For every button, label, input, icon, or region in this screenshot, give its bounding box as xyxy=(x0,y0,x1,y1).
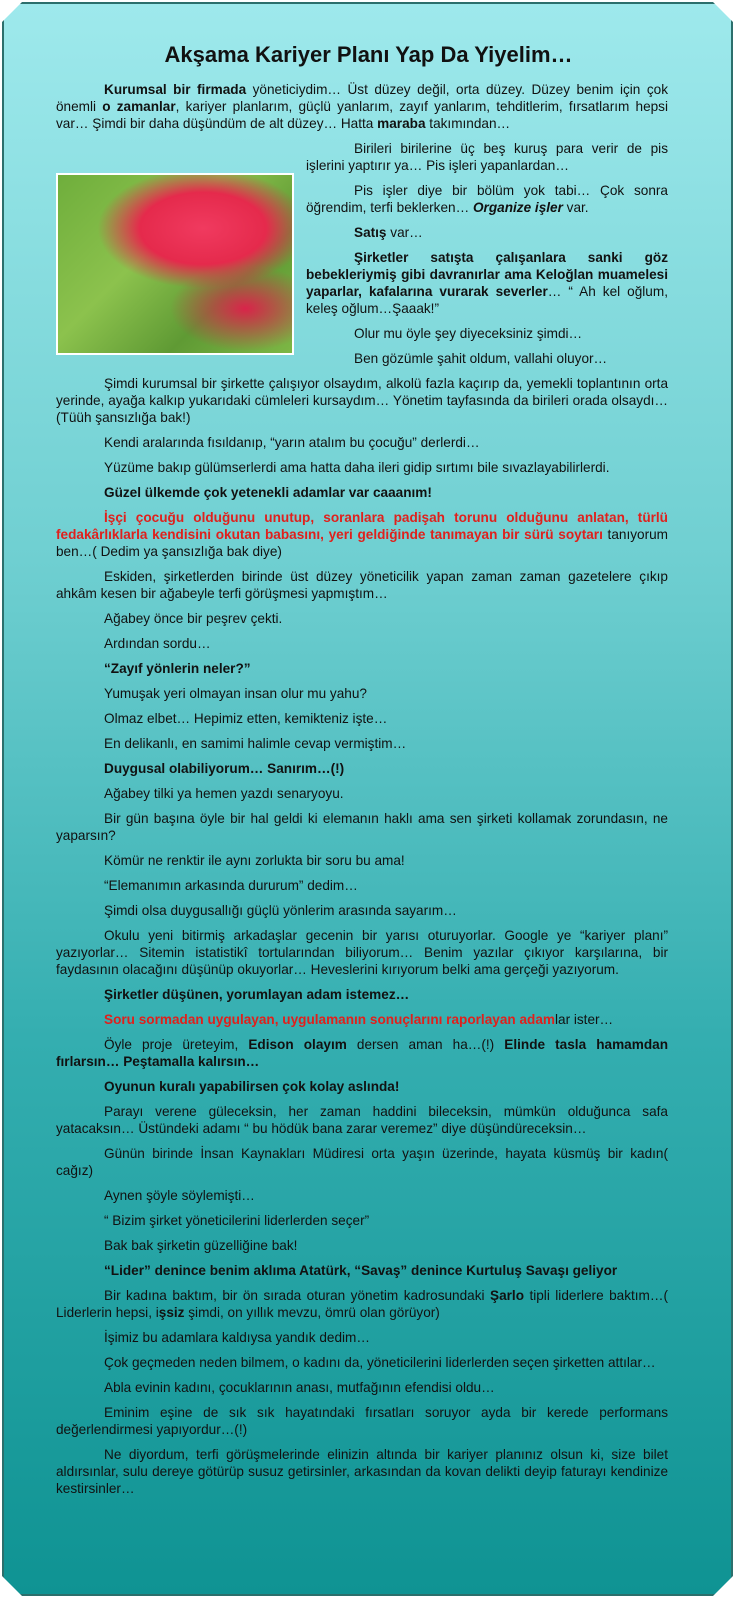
bold-text: Şarlo xyxy=(490,1288,524,1303)
text: , kariyer planlarım, güçlü yanlarım, zayıf yanlarım, tehditlerim, fırsatlarım hepsi var… Şimdi bir daha düşündüm de alt düzey… Hatta xyxy=(56,99,669,131)
text: var. xyxy=(562,200,589,215)
paragraph: Aynen şöyle söylemişti… xyxy=(104,1188,255,1203)
paragraph: Bir gün başına öyle bir hal geldi ki elemanın haklı ama sen şirketi kollamak zorundasın, ne yaparsın? xyxy=(56,811,668,843)
text: tipli liderlere baktım…( Liderlerin hepsi, i xyxy=(56,1288,668,1320)
text: var… xyxy=(386,225,423,240)
bold-italic-text: Organize işler xyxy=(472,200,563,215)
paragraph xyxy=(56,1011,668,1028)
paragraph: Yüzüme bakıp gülümserlerdi ama hatta daha ileri gidip sırtımı bile sıvazlayabilirlerdi. xyxy=(104,460,610,475)
text: takımından… xyxy=(425,116,511,131)
bold-text: Satış xyxy=(354,225,387,240)
paragraph-bold: Güzel ülkemde çok yetenekli adamlar var caaanım! xyxy=(104,485,432,500)
paragraph: Şimdi olsa duygusallığı güçlü yönlerim arasında sayarım… xyxy=(104,903,457,918)
red-highlight-text: İşçi çocuğu olduğunu unutup, soranlara padişah torunu olduğunu anlatan, türlü fedakârlıklarla kendisini okutan babasını, yeri geldiğinde tanımayan bir sürü soytarı xyxy=(56,510,668,542)
paragraph: Birileri birilerine üç beş kuruş para verir de pis işlerini yaptırır ya… Pis işleri yapanlardan… xyxy=(306,141,668,173)
article-title: Akşama Kariyer Planı Yap Da Yiyelim… xyxy=(164,42,573,67)
paragraph: Abla evinin kadını, çocuklarının anası, mutfağının efendisi oldu… xyxy=(104,1380,495,1395)
text: yöneticiydim… Üst düzey değil, orta düzey. Düzey benim için çok önemli xyxy=(56,82,668,114)
paragraph: Kendi aralarında fısıldanıp, “yarın atalım bu çocuğu” derlerdi… xyxy=(104,435,480,450)
paragraph: Çok geçmeden neden bilmem, o kadını da, yöneticilerini liderlerden seçen şirketten attılar… xyxy=(104,1355,656,1370)
paragraph: Okulu yeni bitirmiş arkadaşlar gecenin bir yarısı oturuyorlar. Google ye “kariyer planı” yazıyorlar… Sitemin istatistikî tortularından biliyorum… Benim yazılar çıkıyor karşılarına, bir faydasının olacağını düşünüp okuyorlar… Heveslerini kırıyorum belki ama gerçeği yazıyorum. xyxy=(56,928,668,977)
paragraph: Günün birinde İnsan Kaynakları Müdiresi orta yaşın üzerinde, hayata küsmüş bir kadın( cağız) xyxy=(56,1146,668,1178)
paragraph-bold: “Lider” denince benim aklıma Atatürk, “Savaş” denince Kurtuluş Savaşı geliyor xyxy=(104,1263,618,1278)
paragraph-bold: “Zayıf yönlerin neler?” xyxy=(104,661,251,676)
paragraph: Olur mu öyle şey diyeceksiniz şimdi… xyxy=(354,326,583,341)
paragraph-bold: Duygusal olabiliyorum… Sanırım…(!) xyxy=(104,761,345,776)
paragraph xyxy=(56,1287,668,1321)
paragraph: Ağabey önce bir peşrev çekti. xyxy=(104,611,283,626)
bold-text: Elinde tasla hamamdan fırlarsın… Peştamalla kalırsın… xyxy=(56,1037,668,1069)
text: Öyle proje üreteyim, xyxy=(104,1037,249,1052)
paragraph-bold: Oyunun kuralı yapabilirsen çok kolay aslında! xyxy=(104,1079,400,1094)
text: tanıyorum ben…( Dedim ya şansızlığa bak diye) xyxy=(56,527,668,559)
paragraph: Ardından sordu… xyxy=(104,636,211,651)
red-highlight-text: Soru sormadan uygulayan, uygulamanın sonuçlarını raporlayan adam xyxy=(104,1012,555,1027)
bold-text: Şirketler satışta çalışanlara sanki göz bebekleriymiş gibi davranırlar ama Keloğlan muamelesi yaparlar, kafalarına vurarak severler xyxy=(306,250,668,299)
paragraph: En delikanlı, en samimi halimle cevap vermiştim… xyxy=(104,736,407,751)
text: Bir kadına baktım, bir ön sırada oturan yönetim kadrosundaki xyxy=(104,1288,490,1303)
text: lar ister… xyxy=(554,1012,614,1027)
paragraph: “Elemanımın arkasında dururum” dedim… xyxy=(104,878,358,893)
paragraph: Yumuşak yeri olmayan insan olur mu yahu? xyxy=(104,686,367,701)
bold-text: şsiz xyxy=(158,1305,185,1320)
bold-text: Kurumsal bir firmada xyxy=(104,82,247,97)
bold-text: maraba xyxy=(377,116,426,131)
paragraph: “ Bizim şirket yöneticilerini liderlerden seçer” xyxy=(104,1213,370,1228)
article-body xyxy=(56,81,668,1505)
paragraph: Olmaz elbet… Hepimiz etten, kemikteniz işte… xyxy=(104,711,388,726)
text: … “ Ah kel oğlum, keleş oğlum…Şaaak!” xyxy=(306,284,668,316)
text: Pis işler diye bir bölüm yok tabi… Çok sonra öğrendim, terfi beklerken… xyxy=(306,183,668,215)
paragraph: Şimdi kurumsal bir şirkette çalışıyor olsaydım, alkolü fazla kaçırıp da, yemekli toplantının orta yerinde, ayağa kalkıp yukarıdaki cümleleri kursaydım… Yönetim tayfasında da birileri orada olsaydı… (Tüüh şansızlığa bak!) xyxy=(56,376,668,425)
paragraph: Kömür ne renktir ile aynı zorlukta bir soru bu ama! xyxy=(104,853,405,868)
paragraph: Eskiden, şirketlerden birinde üst düzey yöneticilik yapan zaman zaman gazetelere çıkıp ahkâm kesen bir ağabeyle terfi görüşmesi yapmıştım… xyxy=(56,569,668,601)
paragraph-bold: Şirketler düşünen, yorumlayan adam istemez… xyxy=(104,987,410,1002)
bold-text: Edison olayım xyxy=(248,1037,347,1052)
paragraph: Ben gözümle şahit oldum, vallahi oluyor… xyxy=(354,351,608,366)
paragraph: Bak bak şirketin güzelliğine bak! xyxy=(104,1238,298,1253)
paragraph-intro xyxy=(56,81,668,132)
text: şimdi, on yıllık mevzu, ömrü olan görüyor) xyxy=(184,1305,440,1320)
text: dersen aman ha…(!) xyxy=(346,1037,505,1052)
paragraph: Eminim eşine de sık sık hayatındaki fırsatları soruyor ayda bir kerede performans değerlendirmesi yapıyordur…(!) xyxy=(56,1405,668,1437)
paragraph xyxy=(56,509,668,560)
bold-text: o zamanlar xyxy=(102,99,176,114)
paragraph xyxy=(56,1036,668,1070)
paragraph: Parayı verene güleceksin, her zaman haddini bileceksin, mümkün olduğunca safa yatacaksın… Üstündeki adamı “ bu hödük bana zarar veremez” diye düşündüreceksin… xyxy=(56,1104,668,1136)
paragraph: İşimiz bu adamlara kaldıysa yandık dedim… xyxy=(104,1330,370,1345)
paragraph: Ne diyordum, terfi görüşmelerinde elinizin altında bir kariyer planınız olsun ki, size bilet aldırsınlar, sulu dereye götürüp susuz getirsinler, arkasından da kovan delikti deyip faturayı kendinize kestirsinler… xyxy=(56,1447,668,1496)
rose-photo xyxy=(56,173,294,355)
paragraph: Ağabey tilki ya hemen yazdı senaryoyu. xyxy=(104,786,344,801)
